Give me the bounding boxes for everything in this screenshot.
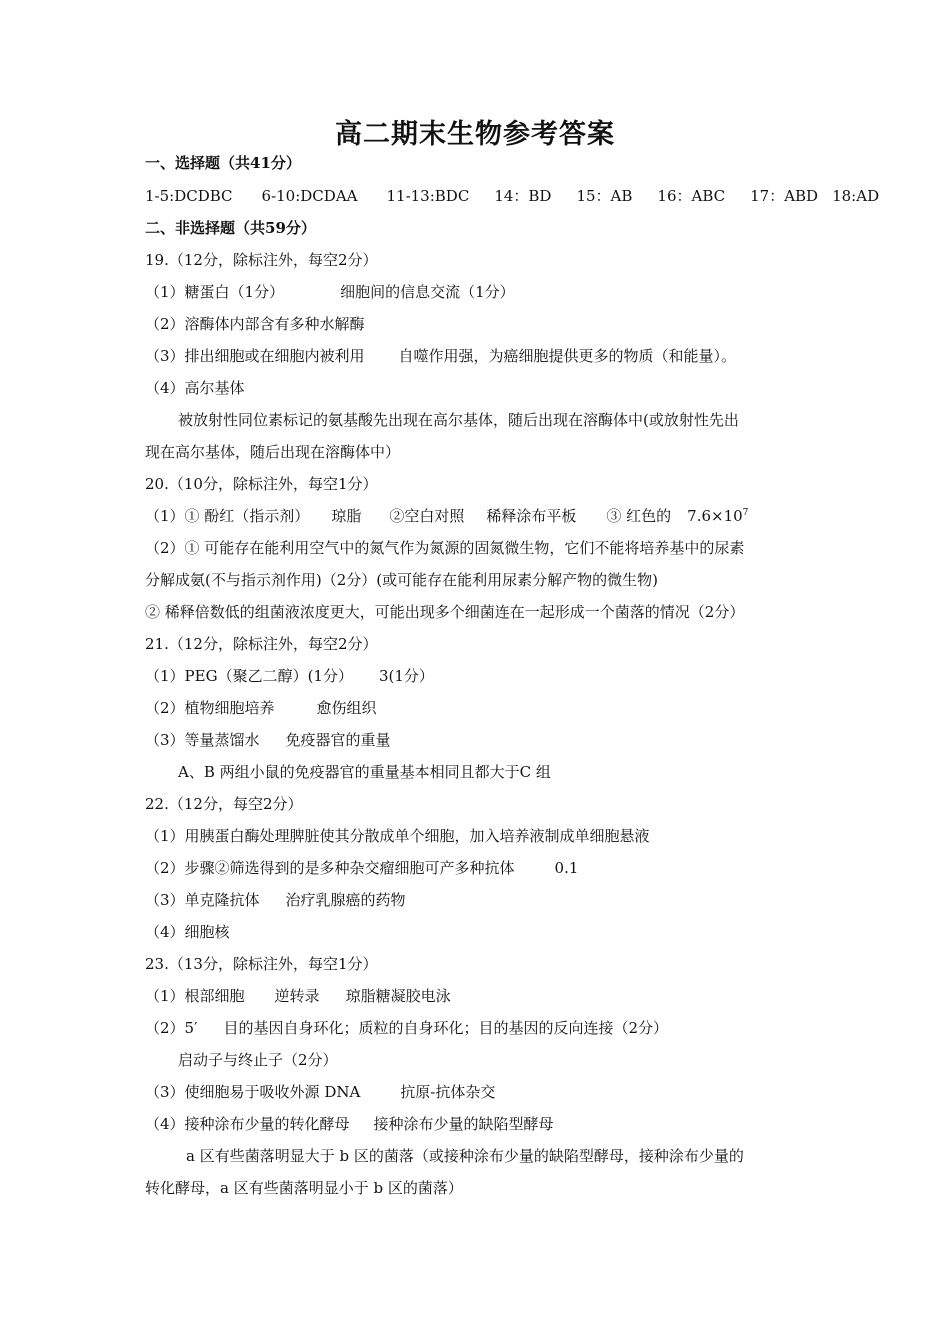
q23-answer-1b: 逆转录: [274, 987, 320, 1005]
choice-answer: 11-13:BDC: [386, 187, 470, 205]
q22-answer-2: [145, 858, 815, 878]
q22-answer-4: （4）细胞核: [145, 923, 230, 941]
q19-answer-5: 被放射性同位素标记的氨基酸先出现在高尔基体，随后出现在溶酶体中(或放射性先出: [178, 411, 739, 429]
q21-answer-1b: 3(1分）: [378, 667, 434, 685]
q23-answer-2: [145, 1018, 815, 1038]
q23-header: 23.（13分，除标注外，每空1分）: [145, 955, 378, 973]
choice-answer: 18:AD: [832, 187, 880, 205]
q20-answer-1e: ③ 红色的: [606, 507, 672, 525]
q20-answer-1f: 7.6×10: [687, 507, 743, 525]
q23-answer-1a: （1）根部细胞: [145, 987, 245, 1005]
q21-answer-2b: 愈伤组织: [316, 699, 377, 717]
q21-answer-2: [145, 698, 815, 718]
choice-answer: 14：BD: [494, 187, 552, 205]
q19-answer-3: [145, 346, 815, 366]
section2-heading: 二、非选择题（共59分）: [145, 219, 316, 237]
q23-answer-2b: 目的基因自身环化；质粒的自身环化；目的基因的反向连接（2分）: [223, 1019, 669, 1037]
q20-answer-4: ② 稀释倍数低的组菌液浓度更大，可能出现多个细菌连在一起形成一个菌落的情况（2分）: [145, 603, 745, 621]
q19-answer-2: （2）溶酶体内部含有多种水解酶: [145, 315, 365, 333]
q21-header: 21.（12分，除标注外，每空2分）: [145, 635, 378, 653]
choice-answers-row: [145, 186, 880, 206]
q20-answer-1d: 稀释涂布平板: [486, 507, 577, 525]
q22-answer-3: [145, 890, 815, 910]
page-title: 高二期末生物参考答案: [335, 119, 615, 150]
choice-answer: 17：ABD: [750, 187, 819, 205]
q20-answer-2: （2）① 可能存在能利用空气中的氮气作为氮源的固氮微生物，它们不能将培养基中的尿素: [145, 539, 745, 557]
q22-answer-2b: 0.1: [554, 859, 579, 877]
q19-answer-4: （4）高尔基体: [145, 379, 245, 397]
q21-answer-3a: （3）等量蒸馏水: [145, 731, 260, 749]
q21-answer-1a: （1）PEG（聚乙二醇）(1分）: [145, 667, 353, 685]
q21-answer-3b: 免疫器官的重量: [285, 731, 391, 749]
q22-answer-2a: （2）步骤②筛选得到的是多种杂交瘤细胞可产多种抗体: [145, 859, 515, 877]
q19-header: 19.（12分，除标注外，每空2分）: [145, 251, 378, 269]
q19-answer-1a: （1）糖蛋白（1分）: [145, 283, 285, 301]
q21-answer-2a: （2）植物细胞培养: [145, 699, 275, 717]
q20-answer-1: [145, 506, 815, 526]
q23-answer-4: [145, 1082, 815, 1102]
q22-answer-3b: 治疗乳腺癌的药物: [285, 891, 406, 909]
q23-answer-3: 启动子与终止子（2分）: [178, 1051, 338, 1069]
q23-answer-5b: 接种涂布少量的缺陷型酵母: [373, 1115, 554, 1133]
q23-answer-4a: （3）使细胞易于吸收外源 DNA: [145, 1083, 361, 1101]
q21-answer-3: [145, 730, 815, 750]
q20-header: 20.（10分，除标注外，每空1分）: [145, 475, 378, 493]
q23-answer-1c: 琼脂糖凝胶电泳: [345, 987, 451, 1005]
q23-answer-2a: （2）5′: [145, 1019, 198, 1037]
q19-answer-1: [145, 282, 815, 302]
q20-exponent: 7: [742, 508, 749, 518]
q22-answer-1: （1）用胰蛋白酶处理脾脏使其分散成单个细胞，加入培养液制成单细胞悬液: [145, 827, 650, 845]
q19-answer-3b: 自噬作用强，为癌细胞提供更多的物质（和能量）。: [398, 347, 737, 365]
choice-answer: 1-5:DCDBC: [145, 187, 233, 205]
q22-header: 22.（12分，每空2分）: [145, 795, 303, 813]
q19-answer-3a: （3）排出细胞或在细胞内被利用: [145, 347, 365, 365]
choice-answer: 16：ABC: [657, 187, 726, 205]
q20-answer-1c: ②空白对照: [389, 507, 465, 525]
q21-answer-4: A、B 两组小鼠的免疫器官的重量基本相同且都大于C 组: [178, 763, 551, 781]
q22-answer-3a: （3）单克隆抗体: [145, 891, 260, 909]
q19-answer-1b: 细胞间的信息交流（1分）: [340, 283, 515, 301]
choice-answer: 6-10:DCDAA: [261, 187, 358, 205]
q23-answer-5: [145, 1114, 815, 1134]
section1-heading: 一、选择题（共41分）: [145, 154, 301, 172]
q23-answer-1: [145, 986, 815, 1006]
q23-answer-4b: 抗原-抗体杂交: [400, 1083, 496, 1101]
q20-answer-3: 分解成氨(不与指示剂作用)（2分）(或可能存在能利用尿素分解产物的微生物): [145, 571, 658, 589]
q21-answer-1: [145, 666, 815, 686]
q19-answer-6: 现在高尔基体，随后出现在溶酶体中）: [145, 443, 401, 461]
q23-answer-6: a 区有些菌落明显大于 b 区的菌落（或接种涂布少量的缺陷型酵母，接种涂布少量的: [186, 1147, 744, 1165]
q23-answer-7: 转化酵母，a 区有些菌落明显小于 b 区的菌落）: [145, 1179, 463, 1197]
q20-answer-1a: （1）① 酚红（指示剂）: [145, 507, 310, 525]
choice-answer: 15：AB: [576, 187, 633, 205]
q23-answer-5a: （4）接种涂布少量的转化酵母: [145, 1115, 350, 1133]
q20-answer-1b: 琼脂: [331, 507, 362, 525]
